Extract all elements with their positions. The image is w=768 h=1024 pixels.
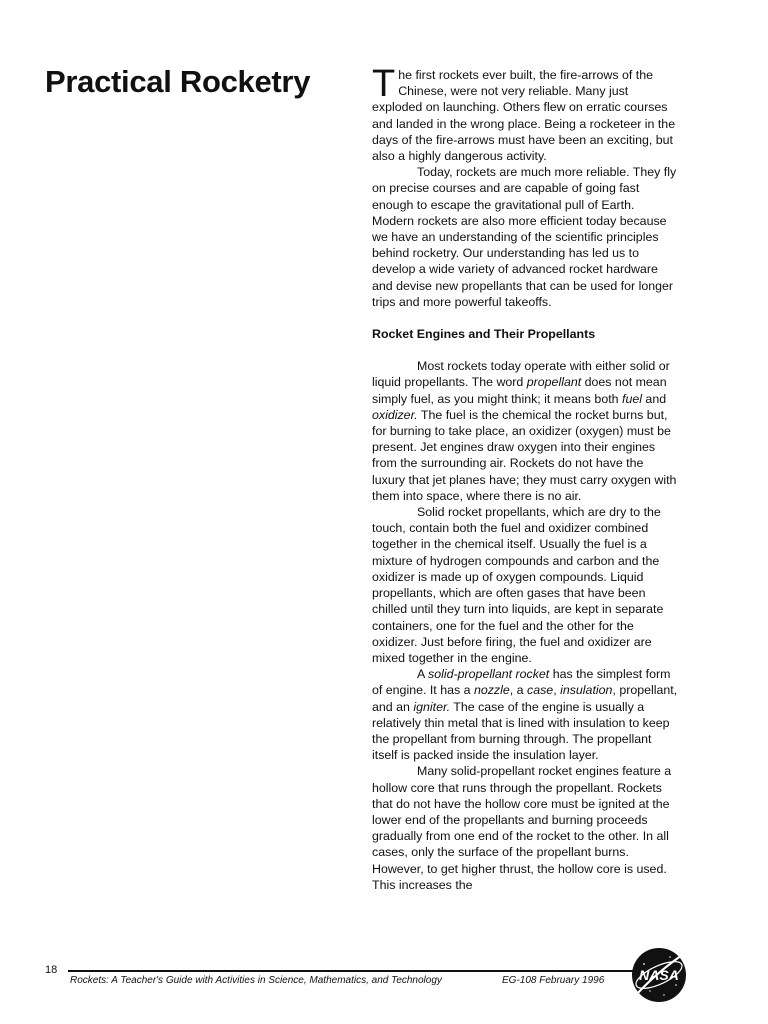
section-paragraph-2: Solid rocket propellants, which are dry to the touch, contain both the fuel and oxidizer combined together in the chemical itself. Usually the fuel is a mixture of hydrogen compounds and carbon and the oxidizer is made up of oxygen compounds. Liquid propellants, which are often gases that have been chilled until they turn into liquids, are kept in separate containers, one for the fuel and the other for the oxidizer. Just before firing, the fuel and oxidizer are mixed together in the engine. <box>372 505 664 665</box>
section-heading: Rocket Engines and Their Propellants <box>372 327 596 342</box>
text-run: Most rockets today operate with either solid or liquid propellants. The word <box>372 359 670 390</box>
footer-book-title: Rockets: A Teacher's Guide with Activities in Science, Mathematics, and Technology <box>70 975 442 986</box>
term-igniter: igniter. <box>413 699 451 714</box>
text-run: The fuel is the chemical the rocket burns but, for burning to take place, an oxidizer (oxygen) must be present. Jet engines draw oxygen into their engines from the surrounding air. Rockets do not have the luxury that jet planes have; they must carry oxygen with them into space, where there is no air. <box>372 407 677 503</box>
body-column <box>372 63 678 893</box>
term-solid-propellant-rocket: solid-propellant rocket <box>428 667 550 682</box>
nasa-logo-icon <box>628 945 690 1003</box>
page-title: Practical Rocketry <box>45 64 311 99</box>
term-oxidizer: oxidizer. <box>372 407 418 422</box>
intro-paragraph-1 <box>372 63 678 164</box>
section-paragraph-4: Many solid-propellant rocket engines feature a hollow core that runs through the propellant. Rockets that do not have the hollow core must be ignited at the lower end of the propellants and burning proceeds gradually from one end of the rocket to the other. In all cases, only the surface of the propellant burns. However, to get higher thrust, the hollow core is used. This increases the <box>372 764 672 892</box>
text-run: A <box>417 667 429 682</box>
text-run: and <box>641 391 667 406</box>
text-run: does not mean simply fuel, as you might think; it means both <box>372 375 667 406</box>
term-fuel: fuel <box>622 391 642 406</box>
logo-text: NASA <box>639 967 679 983</box>
intro-paragraph-1-text: he first rockets ever built, the fire-arrows of the Chinese, were not very reliable. Many just exploded on launching. Others flew on erratic courses and landed in the wrong place. Being a rocketeer in the days of the fire-arrows must have been an exciting, but also a highly dangerous activity. <box>372 68 676 164</box>
section-paragraph-1 <box>372 358 678 504</box>
term-case: case <box>527 683 554 698</box>
drop-cap: T <box>372 63 396 105</box>
footer-rule <box>68 970 633 972</box>
page-number: 18 <box>45 964 58 976</box>
footer-doc-id: EG-108 February 1996 <box>502 975 605 986</box>
text-run: The case of the engine is usually a relatively thin metal that is lined with insulation to keep the propellant from burning through. The propellant itself is packed inside the insulation layer. <box>372 699 670 763</box>
text-run: , <box>553 683 561 698</box>
term-propellant: propellant <box>526 375 582 390</box>
text-run: , a <box>509 683 527 698</box>
section-paragraph-3 <box>372 666 678 763</box>
text-run: , propellant, and an <box>372 683 678 714</box>
intro-paragraph-2: Today, rockets are much more reliable. They fly on precise courses and are capable of going fast enough to escape the gravitational pull of Earth. Modern rockets are also more efficient today because we have an understanding of the scientific principles behind rocketry. Our understanding has led us to develop a wide variety of advanced rocket hardware and devise new propellants that can be used for longer trips and more powerful takeoffs. <box>372 165 677 309</box>
text-run: has the simplest form of engine. It has a <box>372 667 671 698</box>
term-insulation: insulation <box>560 683 613 698</box>
term-nozzle: nozzle <box>473 683 510 698</box>
